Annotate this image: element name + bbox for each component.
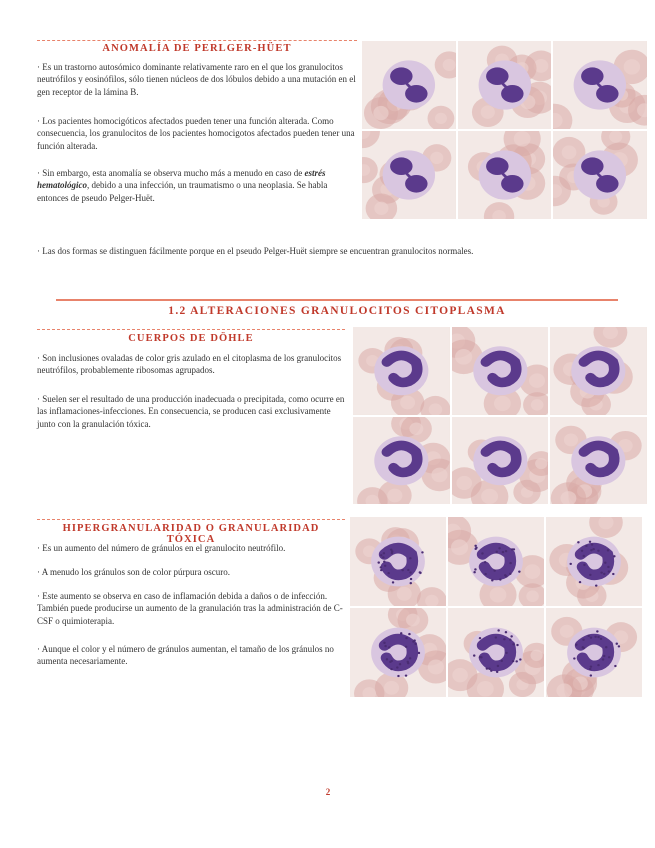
pelger-title: ANOMALÍA DE PERLGER-HÜET (102, 43, 292, 54)
pelger-image-grid (362, 41, 647, 219)
pelger-micrograph (362, 41, 456, 129)
pelger-micrograph (553, 131, 647, 219)
hiper-top-rule (37, 519, 345, 520)
hiper-paragraph-3: · Este aumento se observa en caso de inflamación debida a daños o de infección. También puede producirse un aumento de la granulación tras la administración de C-CSF o quimioterapia. (37, 591, 343, 626)
pelger-micrograph (458, 41, 552, 129)
dohle-paragraph-2: · Suelen ser el resultado de una producción inadecuada o precipitada, como ocurre en las inflamaciones-infecciones. En consecuencia, se producen casi exclusivamente junto con la granulación tóxica. (37, 394, 345, 429)
dohle-micrograph (452, 417, 549, 505)
chapter-title: 1.2 ALTERACIONES GRANULOCITOS CITOPLASMA (168, 305, 506, 317)
dohle-paragraph-1: · Son inclusiones ovaladas de color gris azulado en el citoplasma de los granulocitos neutrófilos, probablemente ribosomas agrupados. (37, 353, 342, 376)
hiper-micrograph (546, 608, 642, 697)
hiper-paragraph-4: · Aunque el color y el número de gránulos aumentan, el tamaño de los gránulos no aumenta necesariamente. (37, 644, 334, 667)
pelger-paragraph-4: · Las dos formas se distinguen fácilmente porque en el pseudo Pelger-Huët siempre se encuentran granulocitos normales. (37, 246, 474, 256)
hiper-paragraph-1: · Es un aumento del número de gránulos en el granulocito neutrófilo. (37, 543, 286, 553)
dohle-micrograph (452, 327, 549, 415)
pelger-paragraph-3-b: , debido a una infección, un traumatismo o una neoplasia. Se habla entonces de pseudo Pelger-Huët. (37, 180, 328, 203)
dohle-title: CUERPOS DE DÖHLE (128, 333, 254, 344)
pelger-emphasis: estrés hematológico (37, 168, 326, 191)
hiper-micrograph (448, 517, 544, 606)
page-number: 2 (325, 787, 331, 797)
hiper-micrograph (546, 517, 642, 606)
hiper-micrograph (350, 608, 446, 697)
dohle-micrograph (353, 327, 450, 415)
pelger-paragraph-1: · Es un trastorno autosómico dominante relativamente raro en el que los granulocitos neutrófilos y eosinófilos, sólo tienen núcleos de dos lóbulos debido a una mutación en el gen receptor de la lámina B. (37, 62, 356, 97)
hiper-micrograph (350, 517, 446, 606)
dohle-image-grid (353, 327, 647, 504)
chapter-rule (56, 299, 618, 301)
pelger-micrograph (553, 41, 647, 129)
hiper-image-grid (350, 517, 642, 697)
dohle-micrograph (550, 327, 647, 415)
section-top-rule (37, 40, 357, 41)
hiper-micrograph (448, 608, 544, 697)
pelger-paragraph-2: · Los pacientes homocigóticos afectados pueden tener una función alterada. Como consecuencia, los granulocitos de los pacientes homocigotos afectados pueden tener una función alterada. (37, 116, 355, 151)
hiper-title: HIPERGRANULARIDAD O GRANULARIDAD TÓXICA (62, 523, 320, 545)
dohle-micrograph (550, 417, 647, 505)
pelger-paragraph-3-a: · Sin embargo, esta anomalía se observa mucho más a menudo en caso de (37, 168, 305, 178)
pelger-paragraph-3 (37, 167, 357, 204)
hiper-paragraph-2: · A menudo los gránulos son de color púrpura oscuro. (37, 567, 230, 577)
dohle-micrograph (353, 417, 450, 505)
pelger-micrograph (458, 131, 552, 219)
pelger-micrograph (362, 131, 456, 219)
dohle-top-rule (37, 329, 345, 330)
